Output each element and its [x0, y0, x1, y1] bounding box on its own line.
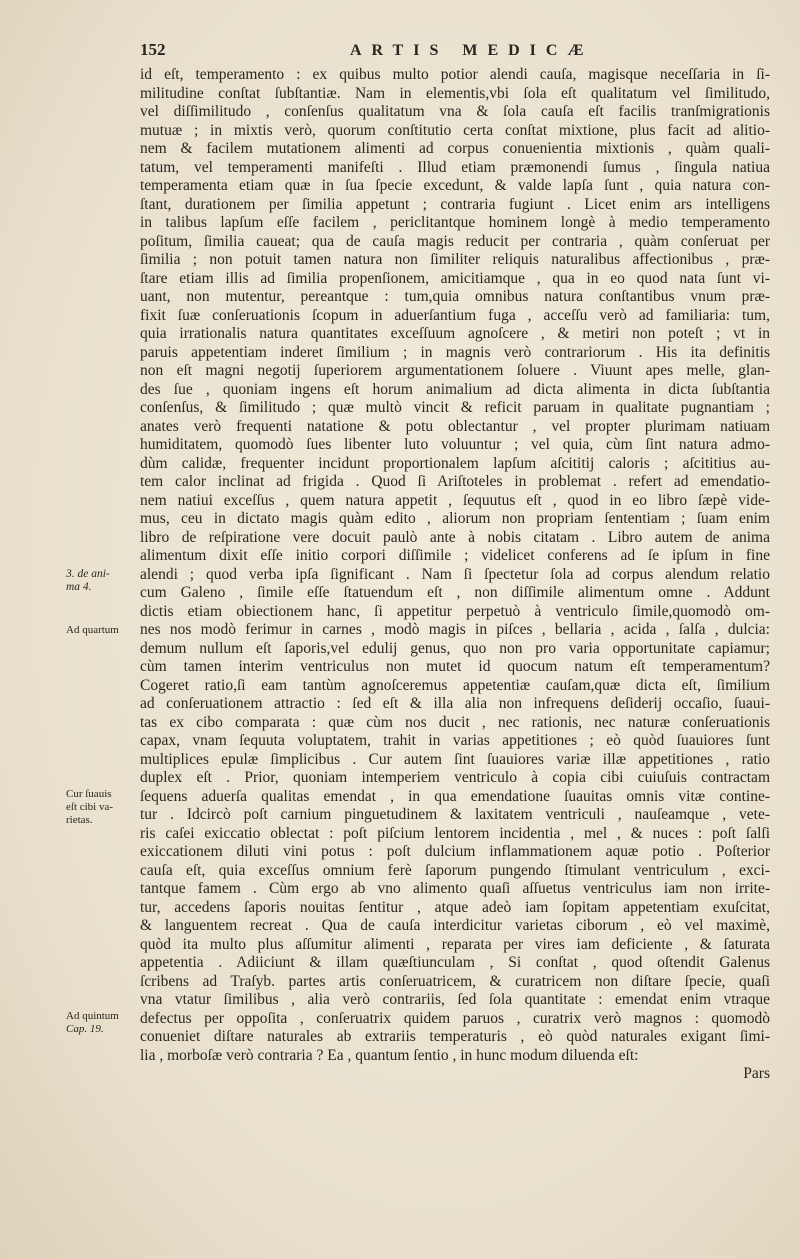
- margin-note-line: ma 4.: [66, 581, 92, 593]
- text-line: ſimilia ; non potuit tamen natura non ſimiliter reliquis naturalibus affectionibus , præ-: [140, 251, 770, 268]
- text-line: capax, vnam ſequuta voluptatem, trahit in varias appetitiones ; eò quòd ſuauiores ſunt: [140, 732, 770, 749]
- text-line: fixit ſuæ conſeruationis ſcopum in aduerſantium fuga , acceſſu verò ad familiaria: tum,: [140, 306, 770, 324]
- text-line: nem & facilem mutationem alimenti ad corpus conuenientia mixtionis , quàm quali-: [140, 140, 770, 157]
- text-line: duplex eſt . Prior, quoniam intemperiem ventriculo à copia cibi cuiuſuis contractam: [140, 769, 770, 786]
- margin-note-line: Cur ſuauis: [66, 788, 112, 800]
- text-line: tantque famem . Cùm ergo ab vno alimento quaſi aſſuetus ventriculus iam non irrite-: [140, 880, 770, 897]
- running-title: ARTIS MEDICÆ: [350, 42, 594, 59]
- margin-note-line: eſt cibi va-: [66, 801, 114, 813]
- text-line: quòd ita multo plus aſſumitur alimenti , reparata per vires iam deficiente , & ſaturata: [140, 935, 770, 953]
- text-line: non eſt magni negotij ſuperiorem argumentationem ſoluere . Viuunt apes melle, glan-: [140, 362, 770, 379]
- text-line: exiccationem diluti vini potus : poſt dulcium inflammationem aquæ potio . Poſterior: [140, 843, 770, 860]
- text-line: ſcribens ad Traſyb. partes artis conſeruatricem, & curatricem non diſtare ſpecie, quaſi: [140, 972, 770, 990]
- text-line: anates verò frequenti natatione & potu oblectantur , vel propter plurimam natiuam: [140, 417, 770, 435]
- text-line: ris caſei exiccatio oblectat : poſt piſcium lentorem incidentia , mel , & nuces : poſt ſalſi: [140, 824, 770, 842]
- page-number: 152: [140, 40, 166, 59]
- margin-note-line: Cap. 19.: [66, 1023, 104, 1035]
- text-line: demum nullum eſt ſaporis,vel edulij genus, quo non pro varia opportunitate capiamur;: [140, 639, 770, 657]
- text-line: libro de reſpiratione vere docuit paulò ante à nobis citatam . Libro autem de anima: [140, 528, 770, 546]
- text-line: vel diſſimilitudo , conſenſus qualitatum vna & ſola cauſa eſt facilis tranſmigrationis: [140, 103, 770, 120]
- margin-note-ad-quintum: [66, 1010, 140, 1036]
- text-line: quia irrationalis natura quantitates exceſſuum agnoſcere , & metiri non poteſt ; vt in: [140, 325, 770, 342]
- margin-note-cur-suauis: [66, 788, 140, 827]
- page-header: [140, 40, 780, 66]
- text-line: conſenſus, & ſimilitudo ; quæ multò vincit & reficit paruam in qualitate pugnantiam ;: [140, 399, 770, 416]
- text-line: cum Galeno , ſimile eſſe ſtatuendum eſt , non diſſimile alimentum omne . Addunt: [140, 584, 770, 601]
- text-line: poſitum, ſimilia caueat; qua de cauſa magis reducit per contraria , quàm conſeruat per: [140, 232, 770, 250]
- text-line: multiplices epulæ ſimplicibus . Cur autem ſint ſuauiores variæ illæ appetitiones , ratio: [140, 750, 770, 768]
- text-line: lia , morboſæ verò contraria ? Ea , quantum ſentio , in hunc modum diluenda eſt:: [140, 1046, 639, 1064]
- text-line: defectus per oppoſita , conſeruatrix quidem paruos , curatrix verò magnos : quomodò: [140, 1009, 770, 1027]
- margin-note-line: 3. de ani-: [66, 568, 110, 580]
- text-line: nes nos modò ferimur in carnes , modò magis in piſces , bellaria , acida , ſalſa , dulcia:: [140, 621, 770, 638]
- text-line: cauſa eſt, quia exceſſus omnium ferè ſaporum pungendo ſtimulant ventriculum , exci-: [140, 861, 770, 879]
- text-line: nem natiui exceſſus , quem natura appetit , ſequutus eſt , quod in eo libro ſæpè vide-: [140, 491, 770, 509]
- text-line: Cogeret ratio,ſi eam tantùm agnoſceremus appetentiæ cauſam,quæ dicta eſt, ſimilium: [140, 676, 770, 694]
- text-line: dictis etiam obiectionem hanc, ſi appetitur perpetuò à ventriculo ſimile,quomodò om-: [140, 602, 770, 620]
- text-line: uant, non mutentur, pereantque : tum,quia omnibus natura conſtantibus vnum præ-: [140, 288, 770, 305]
- text-line: ad conſeruationem attractio : ſed eſt & illa alia non infrequens deſiderij occaſio, ſuaui-: [140, 695, 770, 712]
- text-line: mus, ceu in dictato magis quàm edito , aliorum non propriam ſententiam ; ſuam enim: [140, 510, 770, 527]
- margin-note-de-anima: [66, 568, 140, 594]
- text-line: mutuæ ; in mixtis verò, quorum conſtitutio certa conſtat mixtione, plus facit ad alitio-: [140, 121, 770, 139]
- text-line: cùm tamen interim ventriculus non mutet id quocum natum eſt temperamentum?: [140, 658, 770, 675]
- text-line: tatum, vel temperamenti manifeſti . Illud etiam præmonendi ſumus , ſingula natiua: [140, 158, 770, 176]
- text-line: des ſue , quoniam ingens eſt horum animalium ad dicta alimenta in dicta ſubſtantia: [140, 380, 770, 398]
- margin-note-line: rietas.: [66, 814, 93, 826]
- margin-note-line: Ad quintum: [66, 1010, 119, 1022]
- catchword: Pars: [743, 1065, 770, 1082]
- text-line: paruis appetentiam inderet ſimilium ; in magnis verò contrariorum . His ita definitis: [140, 343, 770, 361]
- text-line: dùm calidæ, frequenter incidunt proportionalem lapſum aſcititij caloris ; aſcititius au-: [140, 454, 770, 472]
- text-line: in talibus lapſum eſſe facilem , periclitantque hominem longè à medio temperamento: [140, 214, 770, 231]
- text-line: temperamenta etiam quæ in ſua ſpecie excedunt, & valde lapſa ſunt , quia natura con-: [140, 177, 770, 194]
- text-line: conueniet diſtare naturales ab extrariis temperaturis , eò quòd naturales exigant ſimi-: [140, 1028, 770, 1045]
- text-line: alimentum dixit eſſe initio corpori diſſimile ; videlicet conferens ad ſe ipſum in fine: [140, 547, 770, 564]
- text-line: alendi ; quod verba ipſa ſignificant . Nam ſi ſpectetur ſola ad corpus alendum relatio: [140, 565, 770, 583]
- text-line: vna vtatur ſimilibus , alia verò contrariis, ſed ſola quantitate : emendat enim vtraque: [140, 991, 770, 1008]
- text-line: appetentia . Adiiciunt & illam quæſtiunculam , Si conſtat , quod oſtendit Galenus: [140, 954, 770, 971]
- margin-note-ad-quartum: [66, 624, 140, 637]
- text-line: tem calor inclinat ad frigida . Quod ſi Ariſtoteles in problemat . refert ad emendatio-: [140, 473, 770, 490]
- text-line: tas ex cibo comparata : quæ cùm nos ducit , nec rationis, nec naturæ conſeruationis: [140, 713, 770, 731]
- text-line: ſequens aduerſa qualitas emendat , in qua emendatione ſuauitas omnis vitæ contine-: [140, 787, 770, 805]
- text-line: & languentem recreat . Qua de cauſa interdicitur varietas ciborum , eò vel maximè,: [140, 917, 770, 934]
- text-line: ſtant, durationem per ſimilia appetunt ; contraria fugiunt . Licet enim ars intelligens: [140, 195, 770, 213]
- text-line: tur . Idcircò poſt carnium pinguetudinem & laxitatem ventriculi , nauſeamque , vete-: [140, 806, 770, 823]
- text-line: tur, accedens ſaporis nouitas ſentitur , atque adeò iam ſopitam appetentiam exuſcitat,: [140, 898, 770, 916]
- text-line: ſtare etiam illis ad ſimilia propenſionem, amicitiamque , qua in eo quod nata ſunt vi-: [140, 269, 770, 287]
- text-line: militudine conſtat ſubſtantiæ. Nam in elementis,vbi ſola eſt qualitatum vel ſimilitudo,: [140, 84, 770, 102]
- main-text-block: [140, 66, 770, 1084]
- text-line: id eſt, temperamento : ex quibus multo potior alendi cauſa, magisque neceſſaria in ſi-: [140, 66, 770, 83]
- text-line: humiditatem, quomodò ſues libenter luto voluuntur ; vel quia, cùm ſint natura admo-: [140, 436, 770, 453]
- margin-note-line: Ad quartum: [66, 624, 119, 636]
